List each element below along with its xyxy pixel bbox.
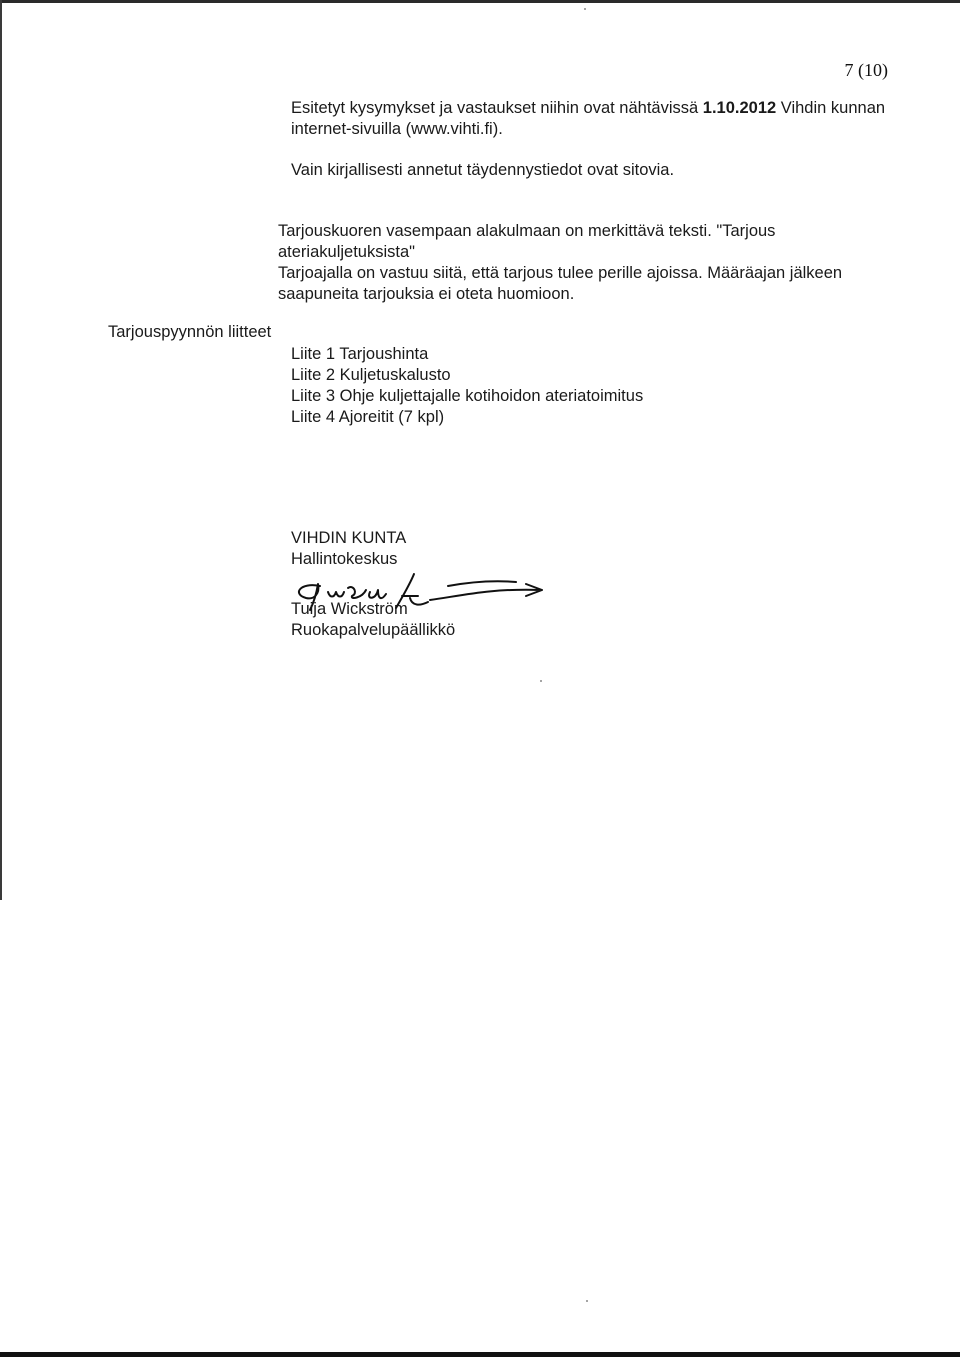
paragraph-deadline: Tarjoajalla on vastuu siitä, että tarjous tulee perille ajoissa. Määräajan jälkeen saapuneita tarjouksia ei oteta huomioon. [278,264,843,303]
paragraph-binding: Vain kirjallisesti annetut täydennystiedot ovat sitovia. [291,161,675,179]
page-number: 7 (10) [844,60,888,80]
attachments-heading: Tarjouspyynnön liitteet [108,323,272,341]
scan-edge-bottom [0,1352,960,1357]
paragraph-questions-date: 1.10.2012 [702,99,777,117]
paragraph-questions [291,98,891,140]
paragraph-questions-end: Vihdin kunnan internet-sivuilla (www.vihti.fi). [291,99,886,138]
signature-organization: VIHDIN KUNTA [291,529,407,547]
paragraph-envelope: Tarjouskuoren vasempaan alakulmaan on merkittävä teksti. "Tarjous ateriakuljetuksista" [278,222,776,261]
scan-speck [586,1300,588,1302]
attachment-item: Liite 2 Kuljetuskalusto [291,366,451,384]
handwritten-signature [280,566,570,626]
signature-name: Tuija Wickström [291,600,408,618]
scan-speck [540,680,542,682]
signature-title: Ruokapalvelupäällikkö [291,621,456,639]
paragraph-questions-start: Esitetyt kysymykset ja vastaukset niihin ovat nähtävissä [291,99,703,117]
scan-speck [584,8,586,10]
attachments-list [291,344,643,428]
signature-department: Hallintokeskus [291,550,398,568]
attachment-item: Liite 4 Ajoreitit (7 kpl) [291,408,445,426]
attachment-item: Liite 3 Ohje kuljettajalle kotihoidon ateriatoimitus [291,387,644,405]
scan-edge-top [0,0,960,3]
attachment-item: Liite 1 Tarjoushinta [291,345,429,363]
scan-edge-left [0,0,2,900]
